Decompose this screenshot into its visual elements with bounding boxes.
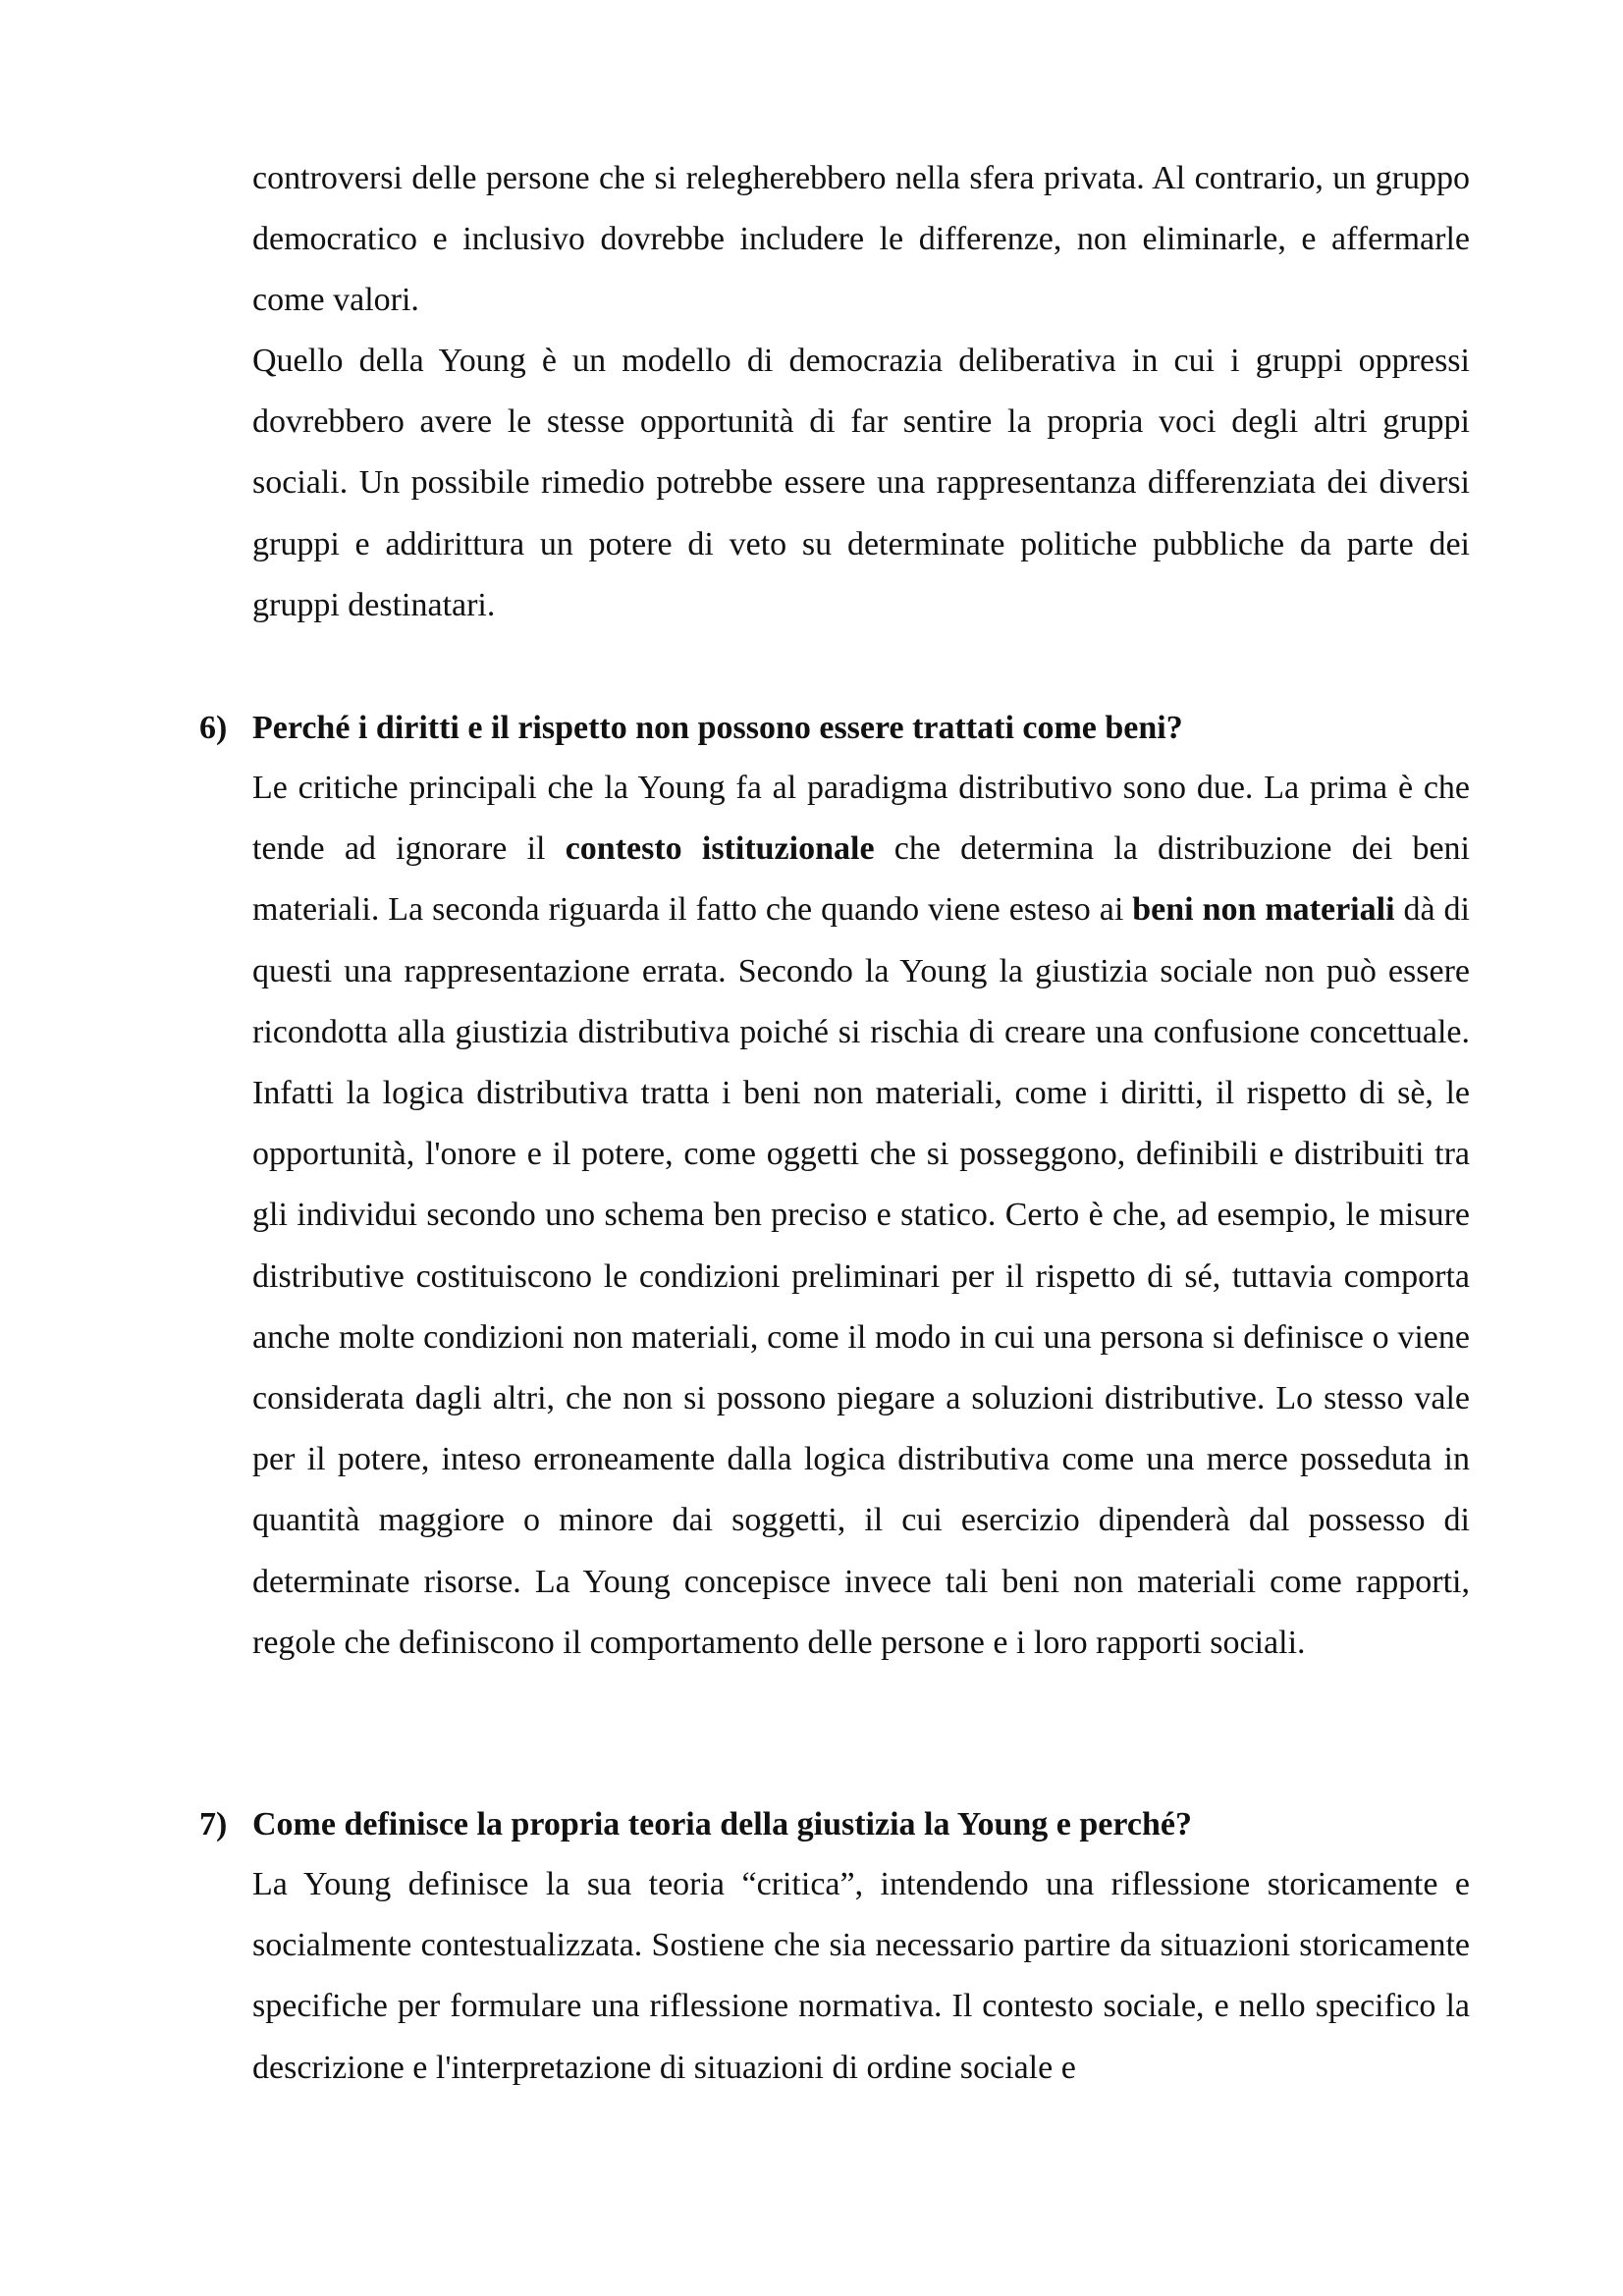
question-7-answer: La Young definisce la sua teoria “critica”, intendendo una riflessione storicamente e socialmente contestualizzata. Sostiene che sia necessario partire da situazioni storicamente specifiche per formulare una riflessione normativa. Il contesto sociale, e nello specifico la descrizione e l'interpretazione di situazioni di ordine sociale e	[252, 1866, 1470, 2086]
question-6-title: Perché i diritti e il rispetto non possono essere trattati come beni?	[252, 710, 1183, 746]
answer-6-text-part3: dà di questi una rappresentazione errata. Secondo la Young la giustizia sociale non può essere ricondotta alla giustizia distributiva poiché si rischia di creare una confusione concettuale. Infatti la logica distributiva tratta i beni non materiali, come i diritti, il rispetto di sè, le opportunità, l'onore e il potere, come oggetti che si posseggono, definibili e distribuiti tra gli individui secondo uno schema ben preciso e statico. Certo è che, ad esempio, le misure distributive costituiscono le condizioni preliminari per il rispetto di sé, tuttavia comporta anche molte condizioni non materiali, come il modo in cui una persona si definisce o viene considerata dagli altri, che non si possono piegare a soluzioni distributive. Lo stesso vale per il potere, inteso erroneamente dalla logica distributiva come una merce posseduta in quantità maggiore o minore dai soggetti, il cui esercizio dipenderà dal possesso di determinate risorse. La Young concepisce invece tali beni non materiali come rapporti, regole che definiscono il comportamento delle persone e i loro rapporti sociali.	[252, 891, 1470, 1661]
paragraph-intro-continuation: controversi delle persone che si relegherebbero nella sfera privata. Al contrario, un gruppo democratico e inclusivo dovrebbe includere le differenze, non eliminarle, e affermarle come valori.	[252, 160, 1470, 319]
answer-6-text-part1: Le critiche principali che la Young fa al paradigma distributivo sono due. La prima è che tende ad ignorare il	[252, 770, 1470, 868]
question-7-heading	[199, 1794, 1476, 1855]
answer-6-bold-contesto: contesto istituzionale	[565, 830, 875, 868]
answer-6-bold-beni: beni non materiali	[1132, 891, 1395, 929]
answer-6-text-part2: che determina la distribuzione dei beni materiali. La seconda riguarda il fatto che quando viene esteso ai	[252, 830, 1471, 929]
question-7-title: Come definisce la propria teoria della giustizia la Young e perché?	[252, 1806, 1192, 1842]
question-7-number: 7)	[199, 1806, 228, 1842]
question-6-answer	[252, 758, 1470, 1674]
paragraph-deliberative-democracy: Quello della Young è un modello di democrazia deliberativa in cui i gruppi oppressi dovrebbero avere le stesse opportunità di far sentire la propria voci degli altri gruppi sociali. Un possibile rimedio potrebbe essere una rappresentanza differenziata dei diversi gruppi e addirittura un potere di veto su determinate politiche pubbliche da parte dei gruppi destinatari.	[252, 343, 1470, 623]
question-6-number: 6)	[199, 710, 228, 746]
question-6-heading	[199, 698, 1476, 759]
